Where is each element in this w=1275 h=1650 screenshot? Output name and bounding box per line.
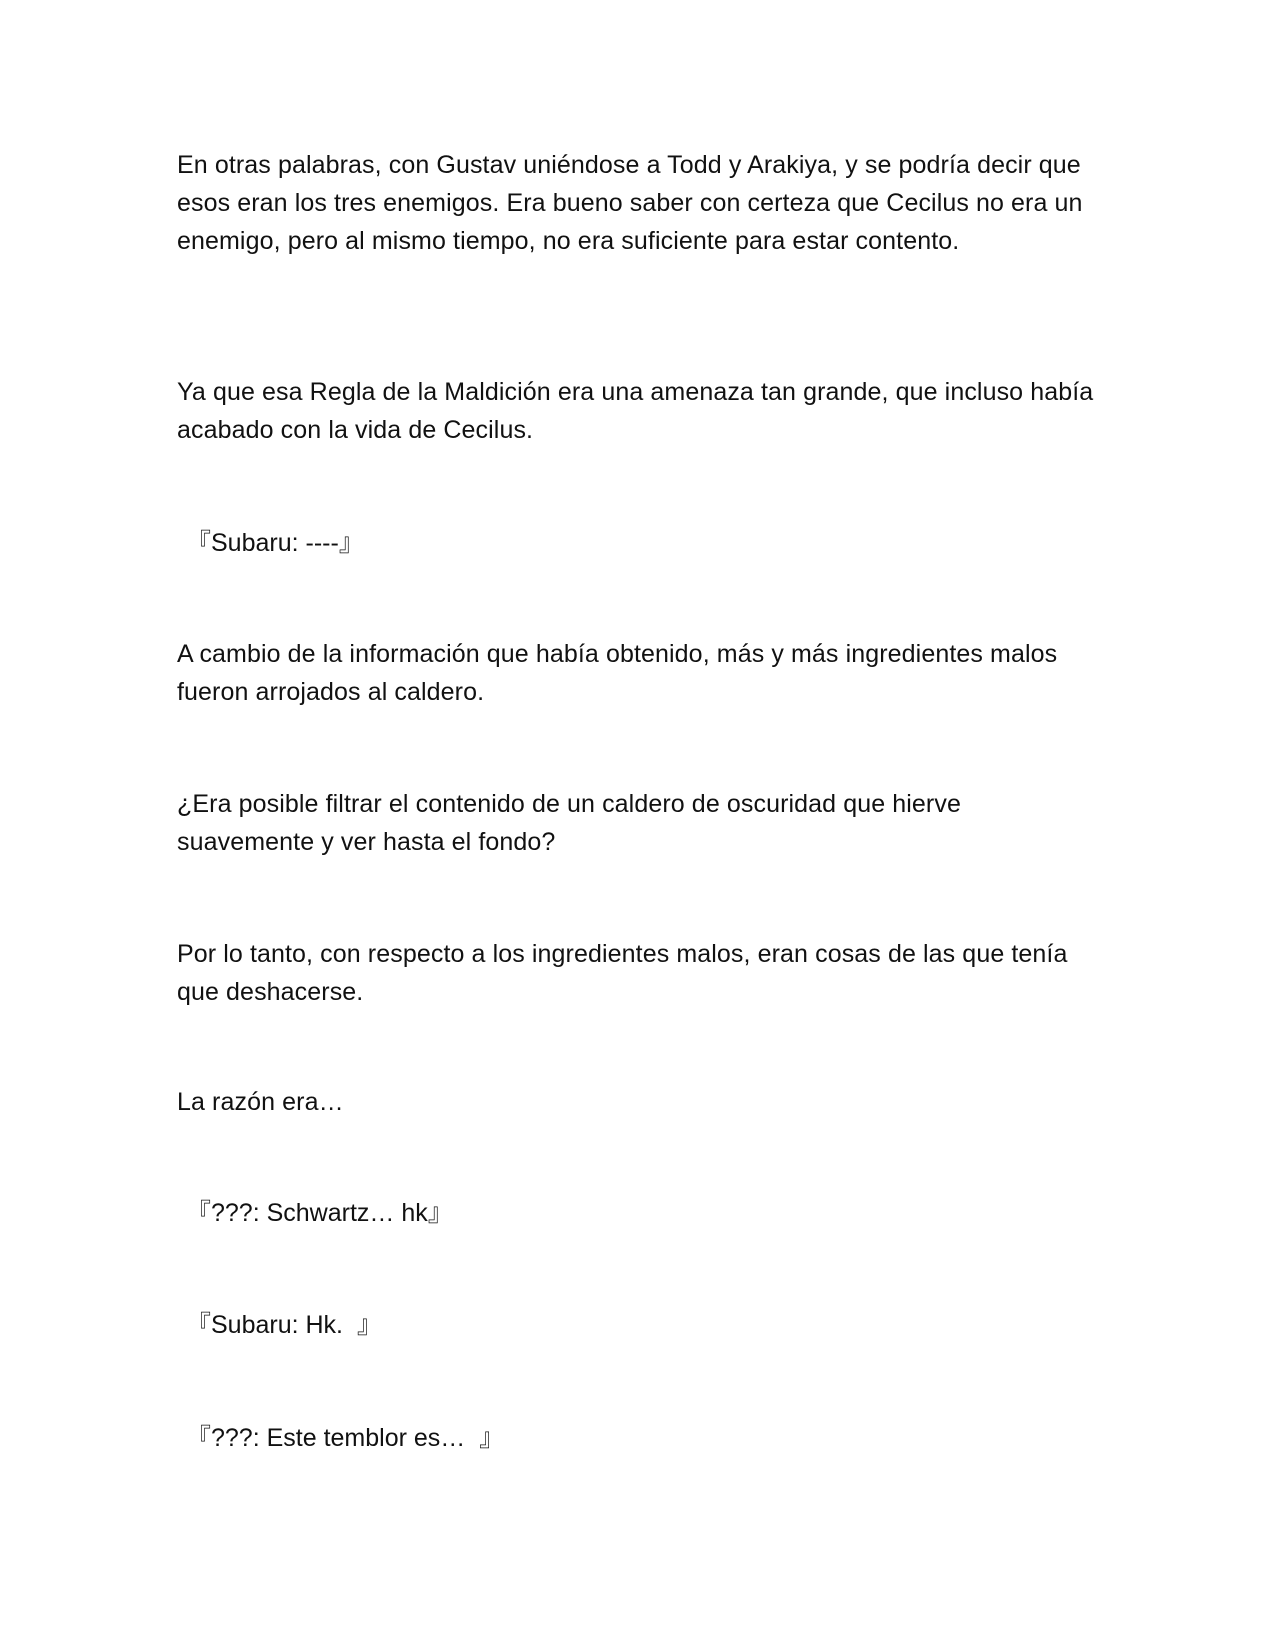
dialogue-subaru-hk: 『Subaru: Hk. 』 xyxy=(186,1311,382,1339)
paragraph-bad-ingredients: A cambio de la información que había obtenido, más y más ingredientes malos fueron arrojados al caldero. xyxy=(177,640,1058,706)
dialogue-subaru-silence: 『Subaru: ----』 xyxy=(186,529,364,557)
paragraph-reason: La razón era… xyxy=(177,1088,344,1116)
dialogue-unknown-schwartz: 『???: Schwartz… hk』 xyxy=(186,1199,453,1227)
paragraph-cauldron-question: ¿Era posible filtrar el contenido de un caldero de oscuridad que hierve suavemente y ver hasta el fondo? xyxy=(177,790,961,856)
paragraph-enemies: En otras palabras, con Gustav uniéndose a Todd y Arakiya, y se podría decir que esos eran los tres enemigos. Era bueno saber con certeza que Cecilus no era un enemigo, pero al mismo tiempo, no era suficiente para estar contento. xyxy=(177,151,1083,255)
paragraph-curse-rule: Ya que esa Regla de la Maldición era una amenaza tan grande, que incluso había acabado con la vida de Cecilus. xyxy=(177,378,1094,444)
paragraph-get-rid: Por lo tanto, con respecto a los ingredientes malos, eran cosas de las que tenía que deshacerse. xyxy=(177,940,1068,1006)
dialogue-unknown-tremor: 『???: Este temblor es… 』 xyxy=(186,1424,505,1452)
